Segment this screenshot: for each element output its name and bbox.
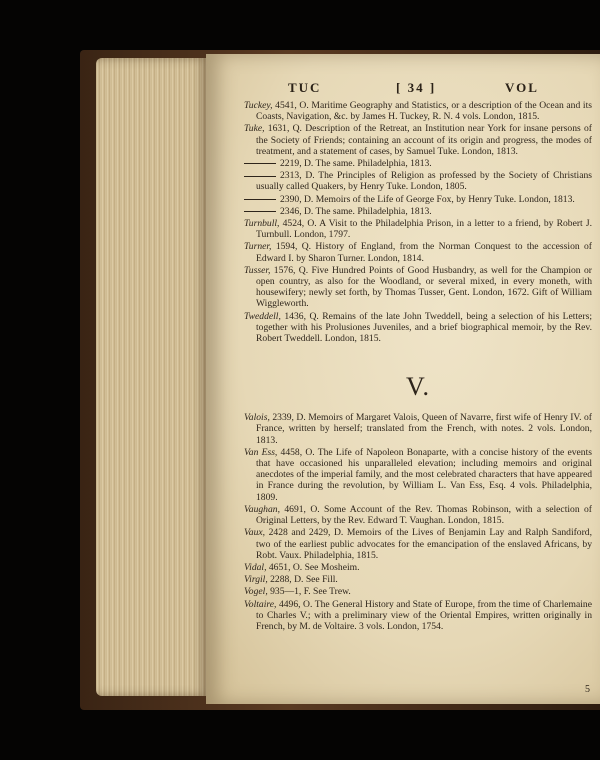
entry-author: Vaux, [244,527,266,539]
catalog-entry [244,194,592,205]
entry-description: 1576, Q. Five Hundred Points of Good Husbandry, as well for the Champion or open country, as also for the Woodland, or several mixed, in every moneth, with housewifery; newly set forth, by Thomas Tusser, Gent. London, 1672. Gift of William Wiggleworth. [256,264,592,310]
entry-description: 1631, Q. Description of the Retreat, an Institution near York for insane persons of the Society of Friends; containing an account of its origin and progress, the modes of treatment, and a statement of cases, by Samuel Tuke. London, 1813. [256,123,592,157]
ditto-dash [244,163,276,164]
entry-author: Valois, [244,412,270,424]
entry-author: Turnbull, [244,218,280,230]
entry-author: Van Ess, [244,446,278,458]
catalog-entry [244,527,592,561]
entries-t [244,100,592,344]
entry-description: 2339, D. Memoirs of Margaret Valois, Queen of Navarre, first wife of Henry IV. of France, written by herself; translated from the French, with notes. 2 vols. London, 1813. [256,412,592,446]
entry-description: 1436, Q. Remains of the late John Tweddell, being a selection of his Letters; together with his Prolusiones Juveniles, and a brief biographical memoir, by the Rev. Robert Tweddell. London, 1815. [256,310,592,345]
entry-description: 2313, D. The Principles of Religion as professed by the Society of Christians usually called Quakers, by Henry Tuke. London, 1805. [256,170,592,193]
ditto-dash [244,176,276,177]
catalog-entry [244,504,592,526]
catalog-entry [244,218,592,240]
catalog-entry [244,447,592,503]
entries-v [244,412,592,632]
catalog-entry [244,412,592,446]
catalog-entry [244,599,592,633]
entry-description: 2390, D. Memoirs of the Life of George Fox, by Henry Tuke. London, 1813. [280,193,575,205]
entry-author: Vaughan, [244,503,280,515]
entry-description: 935—1, F. See Trew. [267,586,351,598]
catalog-entry [244,311,592,345]
entry-author: Tusser, [244,264,271,276]
entry-description: 4541, O. Maritime Geography and Statistics, or a description of the Ocean and its Coasts, Navigation, &c. by James H. Tuckey, R. N. 4 vols. London, 1815. [256,100,592,123]
page-number: [ 34 ] [396,80,437,95]
catalog-entry [244,562,592,573]
catalog-entry [244,100,592,122]
catalog-entry [244,123,592,157]
entry-description: 4651, O. See Mosheim. [266,561,360,573]
entry-description: 4496, O. The General History and State of Europe, from the time of Charlemaine to Charles V.; with a preliminary view of the Oriental Empires, written originally in French, by M. de Voltaire. 3 vols. London, 1754. [256,598,592,632]
entry-description: 2288, D. See Fill. [267,574,338,586]
catalog-entry [244,206,592,217]
catalog-entry [244,158,592,169]
catalog-entry [244,241,592,263]
entry-author: Tuke, [244,123,265,135]
entry-author: Tweddell, [244,310,281,322]
entry-description: 4458, O. The Life of Napoleon Bonaparte, with a concise history of the events that have occasioned his unparalleled elevation; including memoirs and original anecdotes of the imperial family, and the most celebrated characters that have appeared in France during the revolution, by William L. Van Ess, Esq. 4 vols. Philadelphia, 1809. [256,446,592,503]
catalog-entry [244,586,592,597]
section-heading: V. [406,372,430,402]
entry-author: Vogel, [244,586,268,598]
running-head-right: VOL [505,80,539,95]
ditto-dash [244,199,276,200]
entry-author: Tuckey, [244,100,273,111]
entry-description: 1594, Q. History of England, from the Norman Conquest to the accession of Edward I. by Sharon Turner. London, 1814. [256,241,592,264]
signature-mark: 5 [585,684,590,695]
page-edges [96,58,208,696]
catalog-entry [244,265,592,310]
entry-description: 4691, O. Some Account of the Rev. Thomas Robinson, with a selection of Original Letters, by the Rev. Edward T. Vaughan. London, 1815. [256,503,592,527]
catalog-text [244,100,592,633]
catalog-entry [244,170,592,192]
entry-author: Voltaire, [244,598,277,610]
running-head-left: TUC [288,80,322,95]
entry-description: 2428 and 2429, D. Memoirs of the Lives of Benjamin Lay and Ralph Sandiford, two of the earliest public advocates for the emancipation of the enslaved Africans, by Robt. Vaux. Philadelphia, 1815. [256,527,592,561]
ditto-dash [244,211,276,212]
entry-description: 4524, O. A Visit to the Philadelphia Prison, in a letter to a friend, by Robert J. Turnbull. London, 1797. [256,218,592,241]
entry-author: Virgil, [244,574,268,586]
entry-description: 2346, D. The same. Philadelphia, 1813. [280,205,432,217]
entry-author: Vidal, [244,561,267,573]
catalog-entry [244,574,592,585]
entry-author: Turner, [244,241,272,253]
entry-description: 2219, D. The same. Philadelphia, 1813. [280,158,432,170]
